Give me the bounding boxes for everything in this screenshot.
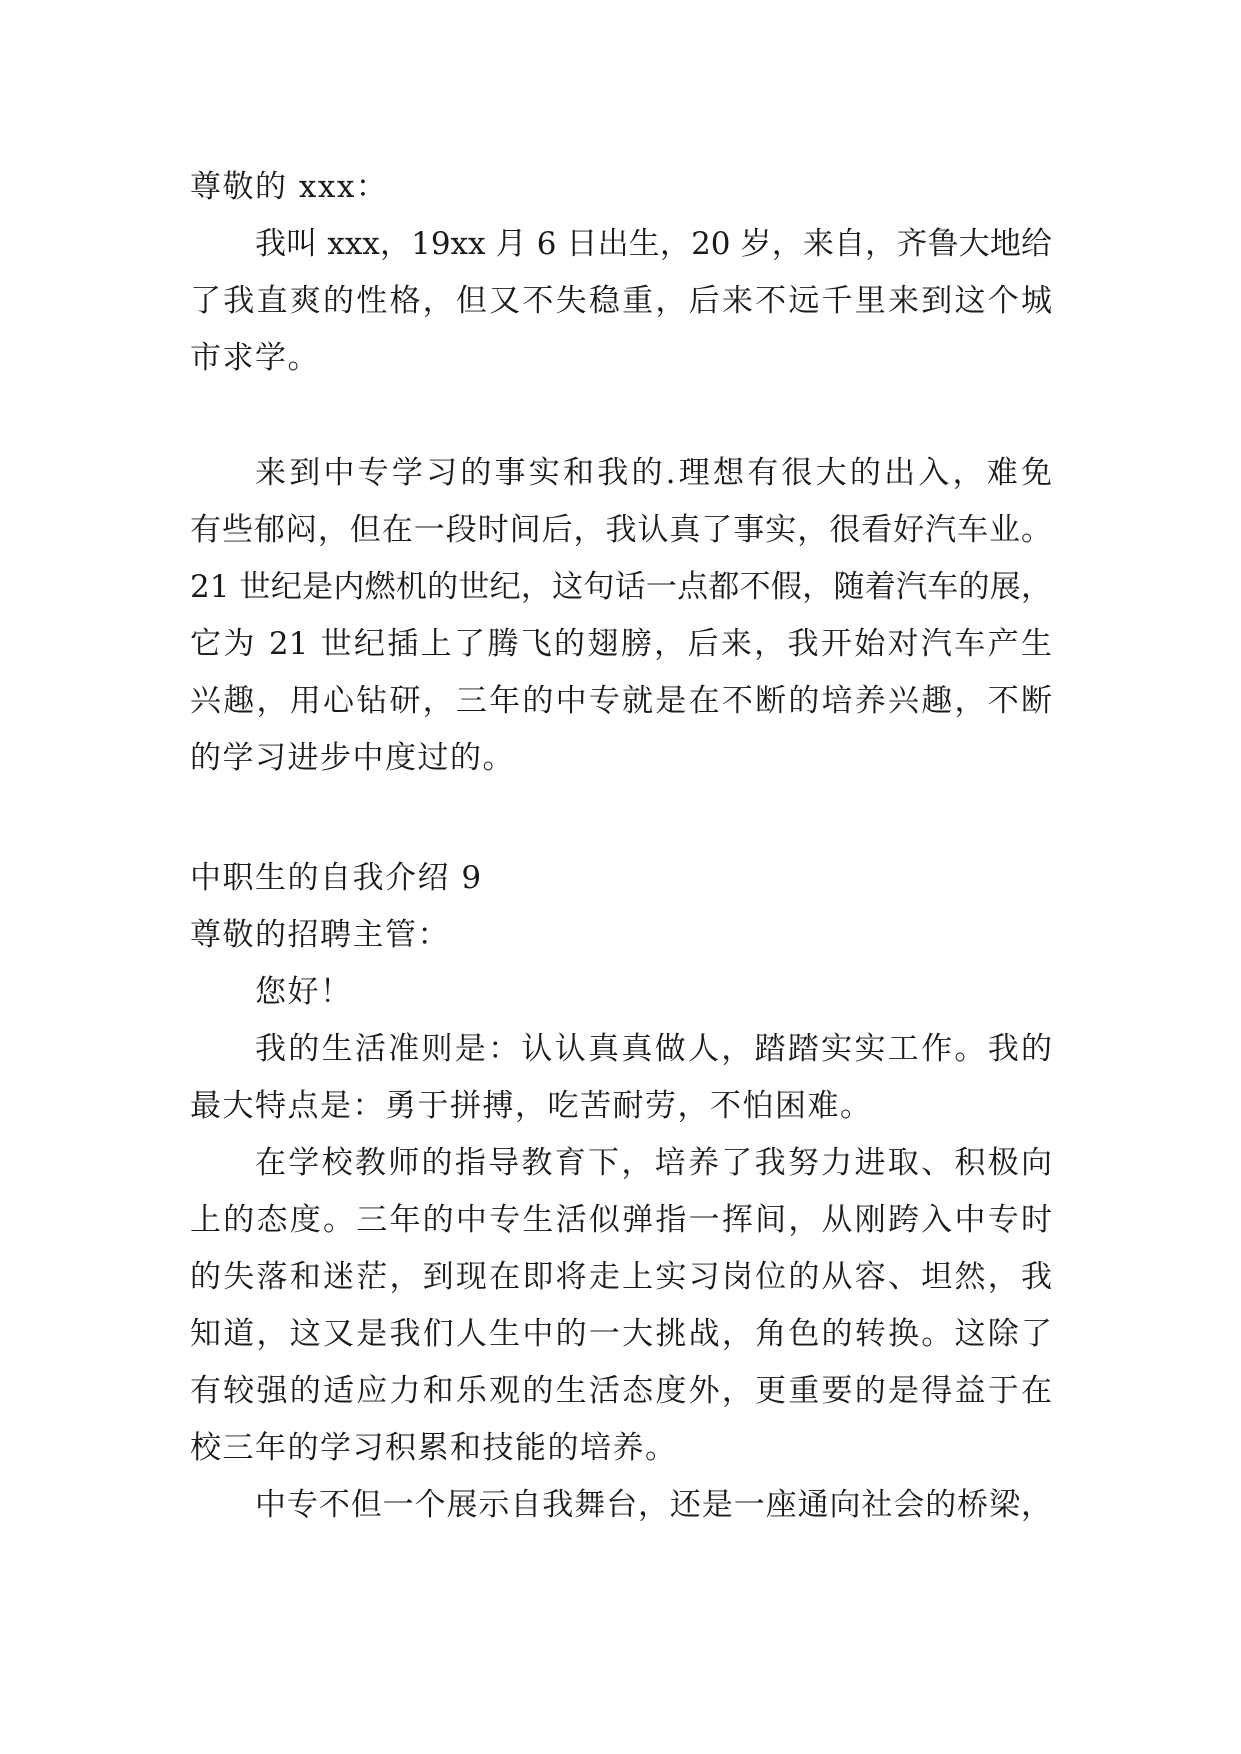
paragraph-line: 的学习进步中度过的。 [190,740,515,776]
salutation: 尊敬的招聘主管： [190,917,450,953]
greeting: 您好！ [255,974,353,1010]
salutation: 尊敬的 xxx： [190,169,389,205]
paragraph-line: 上的态度。三年的中专生活似弹指一挥间，从刚跨入中专时 [190,1202,1052,1238]
paragraph-line: 21 世纪是内燃机的世纪，这句话一点都不假，随着汽车的展， [190,569,1052,605]
paragraph-line: 校三年的学习积累和技能的培养。 [190,1430,678,1466]
paragraph-line: 来到中专学习的事实和我的.理想有很大的出入，难免 [255,455,1052,491]
paragraph-line: 最大特点是：勇于拼搏，吃苦耐劳，不怕困难。 [190,1088,873,1124]
paragraph-line: 在学校教师的指导教育下，培养了我努力进取、积极向 [255,1145,1052,1181]
paragraph-line: 我叫 xxx，19xx 月 6 日出生，20 岁，来自，齐鲁大地给 [255,226,1052,262]
paragraph-line: 我的生活准则是：认认真真做人，踏踏实实工作。我的 [255,1031,1052,1067]
paragraph-line: 中专不但一个展示自我舞台，还是一座通向社会的桥梁， [255,1487,1052,1523]
paragraph-line: 市求学。 [190,340,320,376]
paragraph-line: 有较强的适应力和乐观的生活态度外，更重要的是得益于在 [190,1373,1052,1409]
paragraph-line: 知道，这又是我们人生中的一大挑战，角色的转换。这除了 [190,1316,1052,1352]
paragraph-line: 有些郁闷，但在一段时间后，我认真了事实，很看好汽车业。 [190,512,1052,548]
paragraph-line: 兴趣，用心钻研，三年的中专就是在不断的培养兴趣，不断 [190,683,1052,719]
paragraph-line: 它为 21 世纪插上了腾飞的翅膀，后来，我开始对汽车产生 [190,626,1052,662]
paragraph-line: 的失落和迷茫，到现在即将走上实习岗位的从容、坦然，我 [190,1259,1052,1295]
section-heading: 中职生的自我介绍 9 [190,860,483,896]
paragraph-line: 了我直爽的性格，但又不失稳重，后来不远千里来到这个城 [190,283,1052,319]
